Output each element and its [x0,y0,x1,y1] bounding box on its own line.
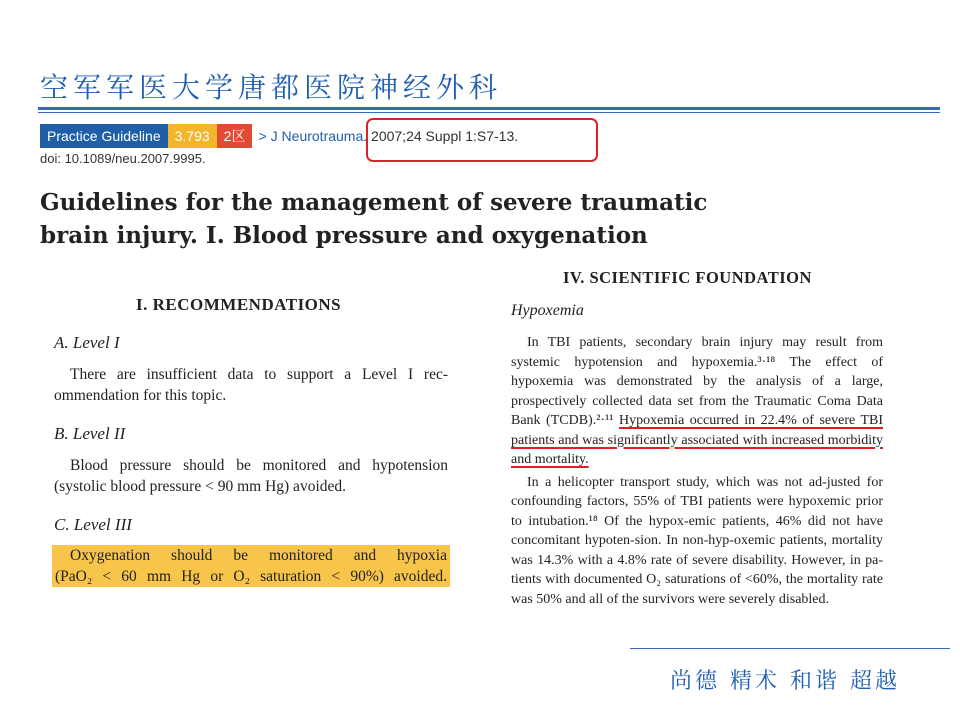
chevron-right-icon: > [258,128,267,144]
level3-line1: Oxygenation should be monitored and hypoxia [52,545,450,566]
scientific-foundation-heading: IV. SCIENTIFIC FOUNDATION [563,268,812,287]
level1-paragraph: There are insufficient data to support a Level I rec-ommendation for this topic. [54,366,448,404]
zone-badge: 2区 [217,124,253,148]
level3-text [52,545,450,587]
hypoxemia-paragraph2: In a helicopter transport study, which was not ad-justed for confounding factors, 55% of TBI patients were hypoxemic prior to intubation.¹⁸ Of the hypox-emic patients, 46% did not have concomitant hypoten-sion. In non-hyp-oxemic patients, mortality was 14.3% with a 4.8% rate of severe disability. However, in pa-tients with documented O₂ saturations of <60%, the mortality rate was 50% and all of the survivors were severely disabled. [511,474,883,607]
article-title-line1: Guidelines for the management of severe traumatic [40,189,708,216]
article-title-line2: brain injury. I. Blood pressure and oxygenation [40,222,648,249]
header-rule-thick [38,107,940,110]
hypoxemia-paragraph1 [511,333,883,470]
article-title [40,186,740,252]
hypoxemia-p1-text: In TBI patients, secondary brain injury may result from systemic hypotension and hypoxemia.³·¹⁸ The effect of hypoxemia was demonstrated by the analysis of a large, prospectively collected data set from the Traumatic Coma Data Bank (TCDB).²·¹¹ [511,335,883,428]
recommendations-heading: I. RECOMMENDATIONS [136,295,342,314]
hypoxemia-heading: Hypoxemia [511,302,584,319]
hypoxemia-body [511,333,883,609]
level1-text [54,364,448,406]
citation-details: 2007;24 Suppl 1:S7-13. [371,128,519,144]
citation-annotation-box [366,118,598,162]
level3-heading: C. Level III [54,515,132,534]
level2-paragraph: Blood pressure should be monitored and hypotension (systolic blood pressure < 90 mm Hg) avoided. [54,457,448,495]
hypoxemia-p1-underlined: Hypoxemia occurred in 22.4% of severe TBI patients and was significantly associated with increased morbidity and mortality. [511,413,883,467]
doi-text: doi: 10.1089/neu.2007.9995. [40,151,206,166]
hospital-motto: 尚德 精术 和谐 超越 [670,669,900,694]
header-rule-thin [38,112,940,113]
practice-guideline-badge: Practice Guideline [40,124,168,148]
hospital-department-title: 空军军医大学唐都医院神经外科 [40,71,503,104]
level3-line2: (PaO₂ < 60 mm Hg or O₂ saturation < 90%) avoided. [52,566,450,587]
level1-heading: A. Level I [54,333,120,352]
footer-rule [630,648,950,649]
level2-heading: B. Level II [54,424,126,443]
level2-text [54,455,448,497]
journal-link[interactable]: J Neurotrauma. [270,128,368,144]
impact-factor-badge: 3.793 [168,124,217,148]
